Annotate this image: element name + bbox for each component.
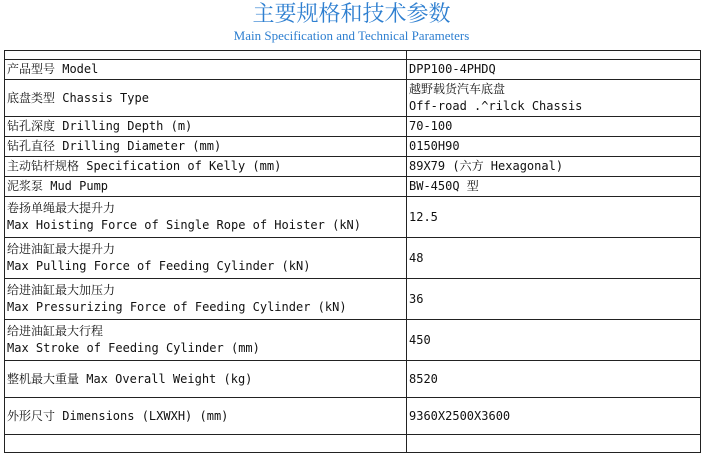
table-row	[5, 320, 701, 361]
spec-label: 整机最大重量 Max Overall Weight (kg)	[5, 361, 407, 398]
spec-label-zh: 给进油缸最大加压力	[7, 283, 116, 297]
spec-value: Off-road .^rilck Chassis	[409, 99, 583, 113]
table-row	[5, 197, 701, 238]
spec-value: 70-100	[407, 117, 701, 137]
table-row	[5, 157, 701, 177]
spec-value: 0150H90	[407, 137, 701, 157]
page-subtitle: Main Specification and Technical Parameters	[233, 28, 470, 43]
spec-label-zh: 卷扬单绳最大提升力	[7, 201, 116, 215]
table-row	[5, 80, 701, 117]
spec-label: Max Hoisting Force of Single Rope of Hoister (kN)	[7, 218, 362, 232]
table-row	[5, 361, 701, 398]
spec-value-zh: 越野载货汽车底盘	[409, 82, 506, 96]
spec-value-cell	[407, 80, 701, 117]
table-row	[5, 177, 701, 197]
spec-label: 外形尺寸 Dimensions (LXWXH) (mm)	[5, 398, 407, 435]
spec-label-cell	[5, 320, 407, 361]
spec-label: 产品型号 Model	[5, 60, 407, 80]
table-row	[5, 398, 701, 435]
table-cell-blank	[407, 51, 701, 60]
table-cell-blank	[407, 435, 701, 453]
table-row	[5, 60, 701, 80]
table-row	[5, 279, 701, 320]
spec-table	[4, 50, 701, 453]
page-title: 主要规格和技术参数	[252, 2, 451, 27]
spec-label: 钻孔直径 Drilling Diameter (mm)	[5, 137, 407, 157]
spec-label-zh: 给进油缸最大提升力	[7, 242, 116, 256]
spec-value: 8520	[407, 361, 701, 398]
table-row	[5, 435, 701, 453]
table-cell-blank	[5, 435, 407, 453]
spec-label: 主动钻杆规格 Specification of Kelly (mm)	[5, 157, 407, 177]
table-row	[5, 137, 701, 157]
spec-value: BW-450Q 型	[407, 177, 701, 197]
spec-value: 450	[407, 320, 701, 361]
spec-value: 36	[407, 279, 701, 320]
table-cell-blank	[5, 51, 407, 60]
spec-label: 底盘类型 Chassis Type	[5, 80, 407, 117]
spec-value: 12.5	[407, 197, 701, 238]
spec-label-cell	[5, 279, 407, 320]
spec-label: 泥浆泵 Mud Pump	[5, 177, 407, 197]
spec-label: Max Pulling Force of Feeding Cylinder (kN)	[7, 259, 311, 273]
table-row	[5, 238, 701, 279]
table-row	[5, 51, 701, 60]
spec-label-cell	[5, 238, 407, 279]
spec-label: 钻孔深度 Drilling Depth (m)	[5, 117, 407, 137]
spec-value: 9360X2500X3600	[407, 398, 701, 435]
spec-label-cell	[5, 197, 407, 238]
spec-label: Max Pressurizing Force of Feeding Cylinder (kN)	[7, 300, 347, 314]
spec-label: Max Stroke of Feeding Cylinder (mm)	[7, 341, 260, 355]
spec-value: 89X79 (六方 Hexagonal)	[407, 157, 701, 177]
table-row	[5, 117, 701, 137]
spec-value: DPP100-4PHDQ	[407, 60, 701, 80]
spec-label-zh: 给进油缸最大行程	[7, 324, 104, 338]
spec-value: 48	[407, 238, 701, 279]
